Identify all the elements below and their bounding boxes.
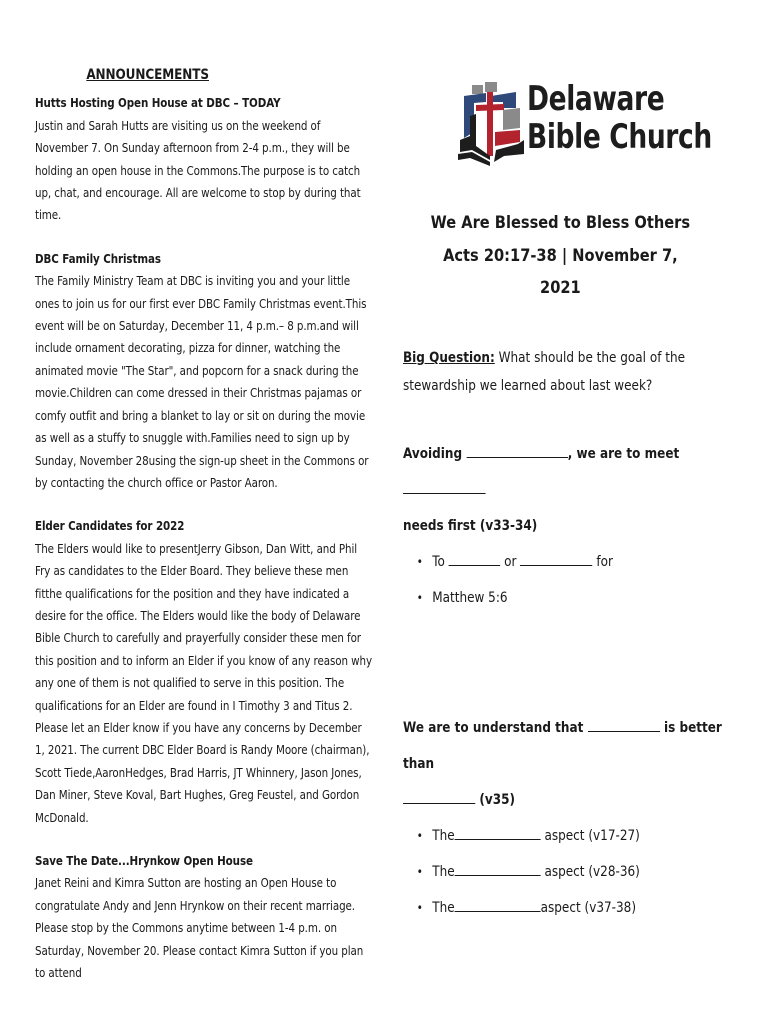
point-two-bullets (403, 818, 733, 926)
list-item (432, 818, 733, 854)
point-one-suffix: needs first (v33-34) (403, 518, 538, 534)
point-two-middle: is better than (403, 720, 722, 772)
bullet-text: aspect (v28-36) (544, 864, 640, 880)
point-two (403, 710, 733, 818)
list-item (432, 854, 733, 890)
announcement-body: Justin and Sarah Hutts are visiting us on the weekend of November 7. On Sunday afternoon from 2-4 p.m., they will be holding an open house in the Commons.The purpose is to catch up, chat, and encourage. All are welcome to stop by during that time. (35, 118, 361, 223)
point-one-middle: , we are to meet (567, 446, 680, 462)
blank-line[interactable] (449, 553, 501, 566)
blank-line[interactable] (403, 791, 475, 804)
announcement-heading: Elder Candidates for 2022 (35, 519, 185, 534)
bullet-text: The (432, 828, 455, 844)
blank-line[interactable] (588, 719, 660, 732)
bullet-text: or (504, 554, 517, 570)
list-item (432, 580, 733, 616)
blank-line[interactable] (403, 481, 486, 494)
sermon-reference: Acts 20:17-38 | November 7, 2021 (443, 246, 678, 298)
blank-line[interactable] (455, 827, 541, 840)
point-one-prefix: Avoiding (403, 446, 463, 462)
announcement-body: The Family Ministry Team at DBC is inviting you and your little ones to join us for our first ever DBC Family Christmas event.This event will be on Saturday, December 11, 4 p.m.– 8 p.m.and will include ornament decorating, pizza for dinner, watching the animated movie "The Star", and popcorn for a snack during the movie.Children can come dressed in their Christmas pajamas or comfy outfit and bring a blanket to lay or sit on during the movie as well as a stuffy to snuggle with.Families need to sign up by Sunday, November 28using the sign-up sheet in the Commons or by contacting the church office or Pastor Aaron. (35, 274, 369, 490)
point-one-bullets (403, 544, 733, 616)
blank-line[interactable] (466, 445, 567, 458)
church-name-line1: Delaware (527, 79, 665, 119)
announcements-column (35, 64, 372, 984)
bullet-text: The (432, 900, 455, 916)
bible-icon (458, 80, 528, 170)
sermon-notes-column (403, 206, 722, 926)
blank-line[interactable] (455, 863, 541, 876)
big-question (403, 344, 733, 400)
bullet-text: aspect (v37-38) (540, 900, 637, 916)
list-item (432, 890, 733, 926)
point-two-suffix: (v35) (479, 792, 516, 808)
point-one (403, 436, 733, 544)
bullet-text: aspect (v17-27) (544, 828, 640, 844)
church-name-line2: Bible Church (527, 117, 712, 157)
big-question-label: Big Question: (403, 350, 495, 366)
announcement-heading: Save The Date...Hrynkow Open House (35, 854, 253, 868)
big-question-text: What should be the goal of the stewardship we learned about last week? (403, 350, 686, 394)
church-name (527, 80, 712, 156)
sermon-title: We Are Blessed to Bless Others (430, 213, 691, 233)
bullet-text: Matthew 5:6 (432, 590, 508, 606)
announcement-item (35, 850, 373, 984)
announcement-body: The Elders would like to presentJerry Gibson, Dan Witt, and Phil Fry as candidates to the Elder Board. They believe these men fitthe qualifications for the position and they have indicated a desire for the office. The Elders would like the body of Delaware Bible Church to carefully and prayerfully consider these men for this position and to inform an Elder if you know of any reason why any one of them is not qualified to serve in this position. The qualifications for an Elder are found in I Timothy 3 and Titus 2. Please let an Elder know if you have any concerns by December 1, 2021. The current DBC Elder Board is Randy Moore (chairman), Scott Tiede,AaronHedges, Brad Harris, JT Whinnery, Jason Jones, Dan Miner, Steve Koval, Bart Hughes, Greg Feustel, and Gordon McDonald. (35, 541, 372, 825)
announcement-heading: DBC Family Christmas (35, 251, 161, 266)
announcement-item (35, 248, 373, 494)
announcement-body: Janet Reini and Kimra Sutton are hosting an Open House to congratulate Andy and Jenn Hrynkow on their recent marriage. Please stop by the Commons anytime between 1-4 p.m. on Saturday, November 20. Please contact Kimra Sutton if you plan to attend (35, 876, 364, 981)
bullet-text: for (596, 554, 613, 570)
blank-line[interactable] (455, 899, 541, 912)
point-two-prefix: We are to understand that (403, 720, 584, 736)
announcements-title: ANNOUNCEMENTS (86, 67, 209, 83)
list-item (432, 544, 733, 580)
blank-line[interactable] (520, 553, 592, 566)
announcement-item (35, 515, 373, 829)
announcement-heading: Hutts Hosting Open House at DBC – TODAY (35, 96, 281, 111)
bullet-text: The (432, 864, 455, 880)
bullet-text: To (432, 554, 445, 570)
church-logo (458, 79, 712, 170)
announcement-item (35, 92, 373, 226)
